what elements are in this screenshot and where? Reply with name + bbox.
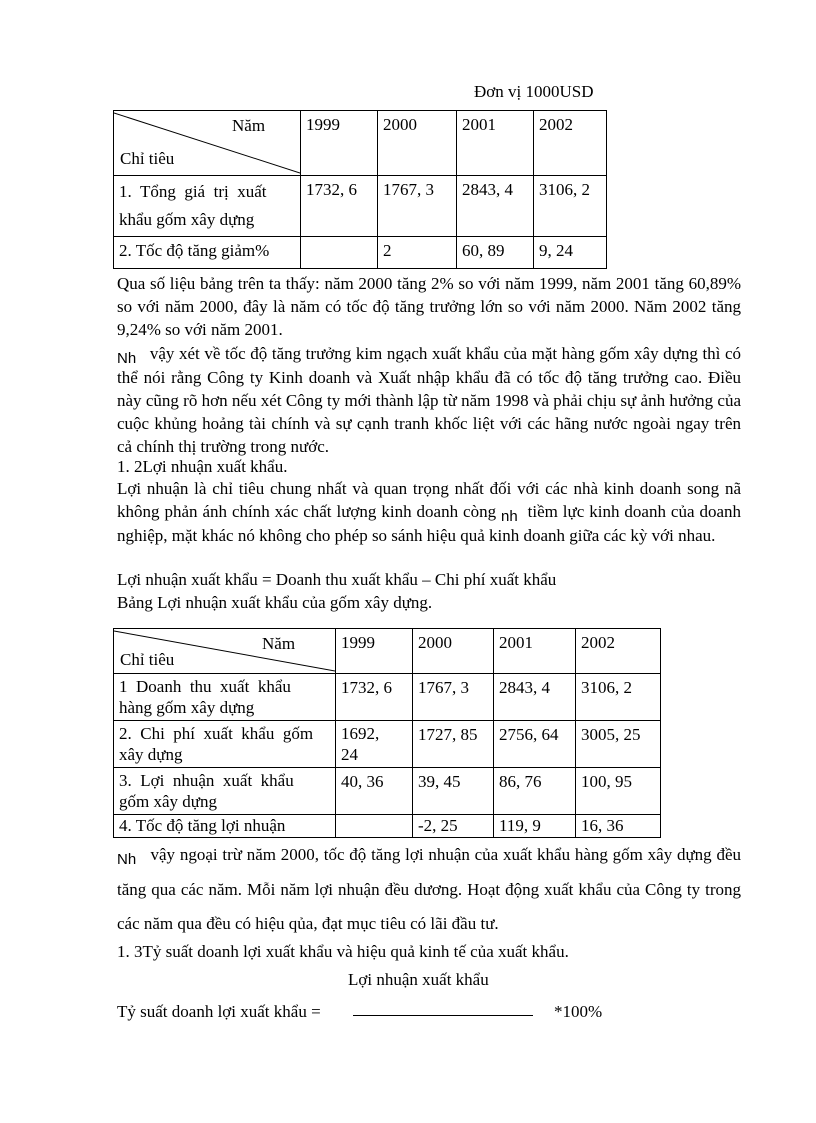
cell-value: 86, 76: [494, 768, 576, 815]
cell-value: 2843, 4: [457, 176, 534, 237]
table-row: [114, 176, 607, 237]
cell-value: [336, 815, 413, 838]
year-col-1999: 1999: [336, 629, 413, 674]
header-indicator-label: Chỉ tiêu: [120, 149, 175, 168]
table-header-diagonal-cell: [114, 111, 301, 176]
row-label: 1. Tổng giá trị xuất khẩu gốm xây dựng: [114, 176, 301, 237]
cell-value: 1732, 6: [301, 176, 378, 237]
paragraph-profit-analysis: Nh vậy ngoại trừ năm 2000, tốc độ tăng lợi nhuận của xuất khẩu hàng gốm xây dựng đều tăng qua các năm. Mỗi năm lợi nhuận đều dương. Hoạt động xuất khẩu của Công ty trong các năm qua đều có hiệu qủa, đạt mục tiêu có lãi đầu tư.: [117, 845, 741, 933]
year-col-2000: 2000: [413, 629, 494, 674]
formula-profit: Lợi nhuận xuất khẩu = Doanh thu xuất khẩu – Chi phí xuất khẩu: [117, 570, 557, 589]
cell-value: [301, 237, 378, 269]
unit-label: Đơn vị 1000USD: [474, 82, 594, 101]
cell-value: 60, 89: [457, 237, 534, 269]
year-col-2001: 2001: [494, 629, 576, 674]
header-indicator-label: Chỉ tiêu: [120, 650, 175, 669]
cell-value: 2756, 64: [494, 721, 576, 768]
cell-value: 119, 9: [494, 815, 576, 838]
fraction-bar: [353, 1015, 533, 1016]
cell-value: 100, 95: [576, 768, 661, 815]
row-label: 1 Doanh thu xuất khẩu hàng gốm xây dựng: [114, 674, 336, 721]
year-col-1999: 1999: [301, 111, 378, 176]
cell-value: 9, 24: [534, 237, 607, 269]
table2-caption: Bảng Lợi nhuận xuất khẩu của gốm xây dựng.: [117, 593, 433, 612]
year-col-2001: 2001: [457, 111, 534, 176]
header-year-label: Năm: [262, 634, 296, 653]
cell-value: 1767, 3: [378, 176, 457, 237]
export-value-table: [113, 110, 607, 269]
year-col-2000: 2000: [378, 111, 457, 176]
cell-value: -2, 25: [413, 815, 494, 838]
cell-value: 16, 36: [576, 815, 661, 838]
row-label: 3. Lợi nhuận xuất khẩu gốm xây dựng: [114, 768, 336, 815]
table-row: [114, 768, 661, 815]
row-label: 2. Chi phí xuất khẩu gốm xây dựng: [114, 721, 336, 768]
cell-value: 1692, 24: [336, 721, 413, 768]
row-label: 4. Tốc độ tăng lợi nhuận: [114, 815, 336, 838]
table-row: [114, 237, 607, 269]
header-year-label: Năm: [232, 116, 266, 135]
cell-value: 3005, 25: [576, 721, 661, 768]
year-col-2002: 2002: [576, 629, 661, 674]
fraction-lhs: Tỷ suất doanh lợi xuất khẩu =: [117, 1002, 321, 1021]
cell-value: 3106, 2: [576, 674, 661, 721]
paragraph-analysis-2: Nh vậy xét về tốc độ tăng trưởng kim ngạch xuất khẩu của mặt hàng gốm xây dựng thì có thể nói rằng Công ty Kinh doanh và Xuất nhập khẩu đã có tốc độ tăng trưởng cao. Điều này cũng rõ hơn nếu xét Công ty mới thành lập từ năm 1998 và phải chịu sự ảnh hưởng của cuộc khủng hoảng tài chính và sự cạnh tranh khốc liệt với các hãng nước ngoài ngay trên cả chính thị trường trong nước.: [117, 344, 742, 456]
cell-value: 3106, 2: [534, 176, 607, 237]
table-row: [114, 721, 661, 768]
cell-value: 1732, 6: [336, 674, 413, 721]
paragraph-analysis-1: Qua số liệu bảng trên ta thấy: năm 2000 tăng 2% so với năm 1999, năm 2001 tăng 60,89% so với năm 2000, đây là năm có tốc độ tăng trưởng lớn so với năm 2000. Năm 2002 tăng 9,24% so với năm 2001.: [117, 274, 741, 339]
cell-value: 1727, 85: [413, 721, 494, 768]
fraction-multiplier: *100%: [554, 1002, 603, 1021]
cell-value: 2843, 4: [494, 674, 576, 721]
table-row: [114, 815, 661, 838]
year-col-2002: 2002: [534, 111, 607, 176]
paragraph-profit-definition: Lợi nhuận là chỉ tiêu chung nhất và quan trọng nhất đối với các nhà kinh doanh song nã không phản ánh chính xác chất lượng kinh doanh còng nh tiềm lực kinh doanh của doanh nghiệp, mặt khác nó không cho phép so sánh hiệu quả kinh doanh giữa các kỳ với nhau.: [117, 479, 741, 545]
export-profit-table: [113, 628, 661, 838]
table-header-diagonal-cell: [114, 629, 336, 674]
row-label: 2. Tốc độ tăng giảm%: [114, 237, 301, 269]
heading-1-2: 1. 2Lợi nhuận xuất khẩu.: [117, 457, 288, 476]
cell-value: 40, 36: [336, 768, 413, 815]
cell-value: 39, 45: [413, 768, 494, 815]
cell-value: 2: [378, 237, 457, 269]
fraction-numerator: Lợi nhuận xuất khẩu: [348, 970, 489, 989]
table-row: [114, 674, 661, 721]
heading-1-3: 1. 3Tỷ suất doanh lợi xuất khẩu và hiệu quả kinh tế của xuất khẩu.: [117, 942, 569, 961]
cell-value: 1767, 3: [413, 674, 494, 721]
